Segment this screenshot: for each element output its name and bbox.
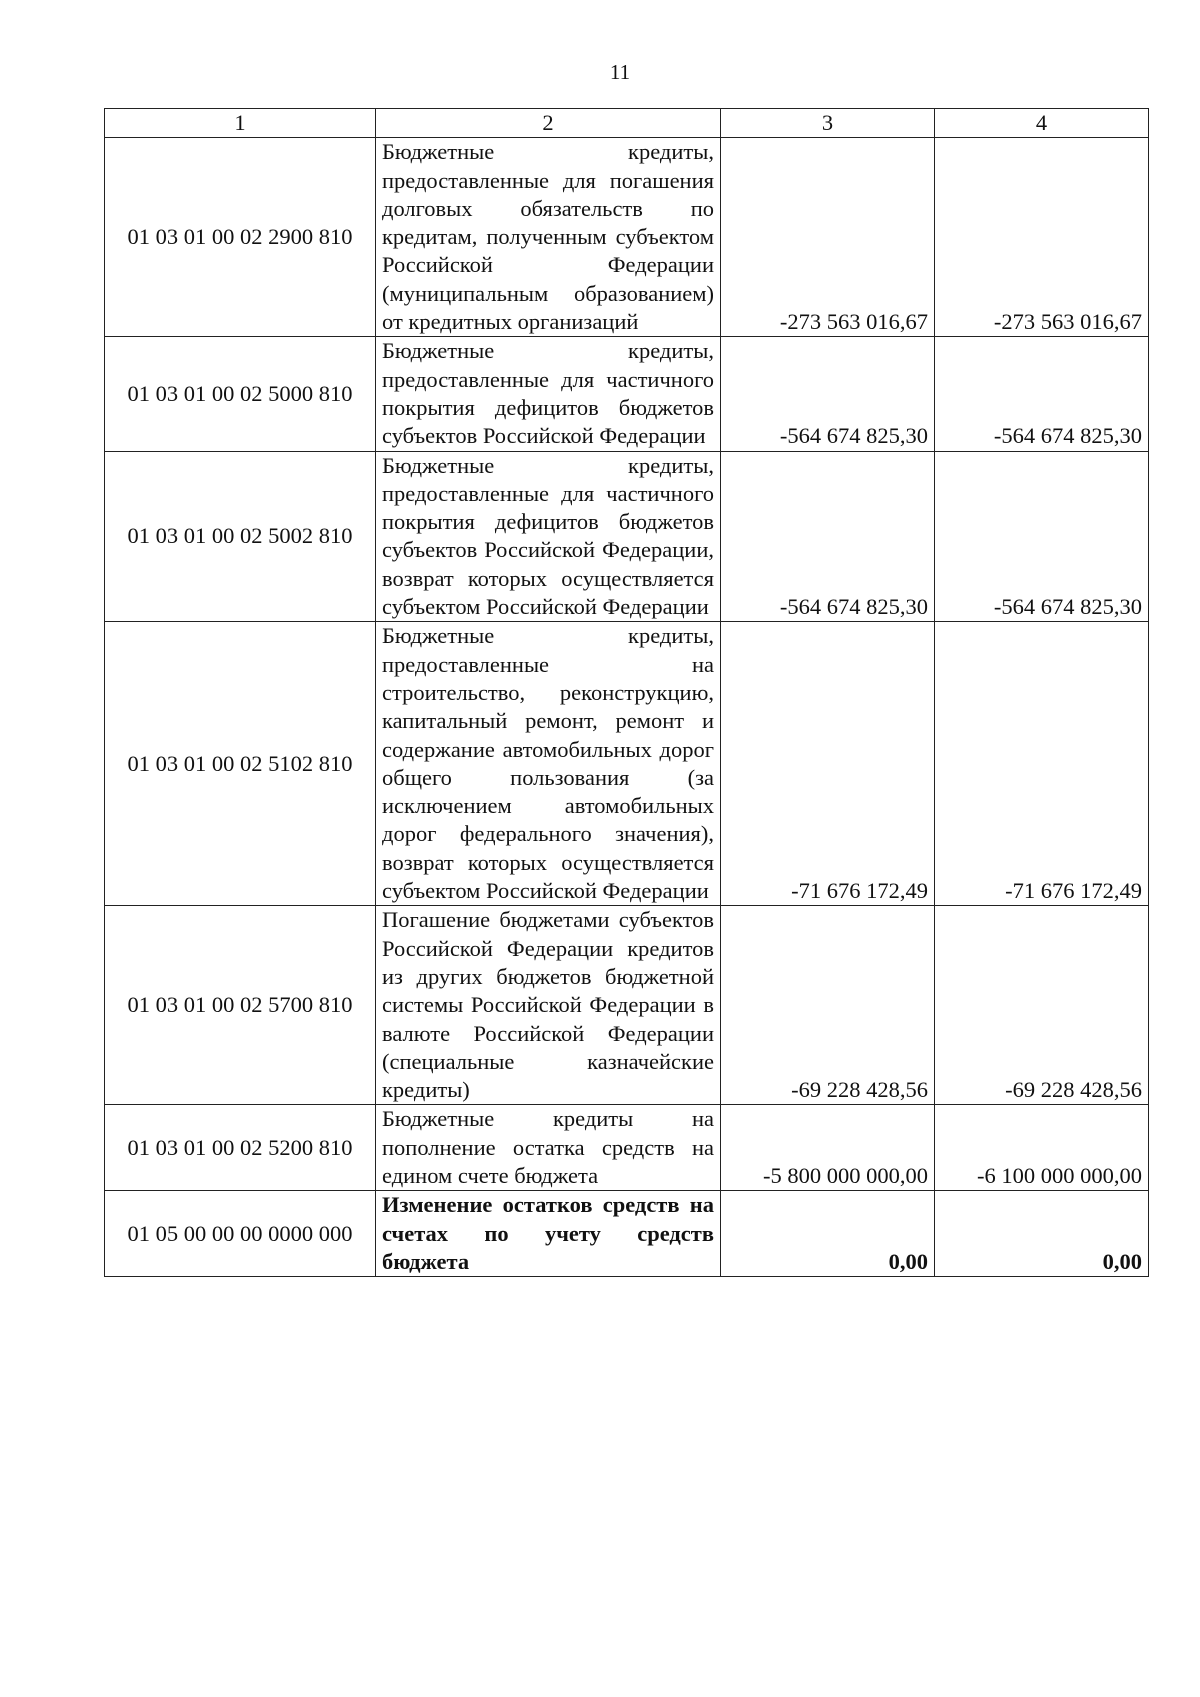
column-header-3: 3 [721,109,935,138]
classification-code: 01 03 01 00 02 5700 810 [105,906,376,1105]
amount-column-3: -71 676 172,49 [721,622,935,906]
amount-column-4: -71 676 172,49 [935,622,1149,906]
classification-code: 01 05 00 00 00 0000 000 [105,1191,376,1277]
item-name: Бюджетные кредиты, предоставленные для частичного покрытия дефицитов бюджетов субъектов Российской Федерации [376,337,721,451]
amount-column-3: -564 674 825,30 [721,451,935,622]
amount-column-4: 0,00 [935,1191,1149,1277]
classification-code: 01 03 01 00 02 5200 810 [105,1105,376,1191]
table-row [105,906,1149,1105]
page-number: 11 [609,60,631,84]
item-name: Бюджетные кредиты на пополнение остатка средств на едином счете бюджета [376,1105,721,1191]
amount-column-4: -564 674 825,30 [935,451,1149,622]
classification-code: 01 03 01 00 02 5002 810 [105,451,376,622]
classification-code: 01 03 01 00 02 2900 810 [105,138,376,337]
classification-code: 01 03 01 00 02 5102 810 [105,622,376,906]
classification-code: 01 03 01 00 02 5000 810 [105,337,376,451]
table-row-total [105,1191,1149,1277]
amount-column-4: -6 100 000 000,00 [935,1105,1149,1191]
amount-column-3: 0,00 [721,1191,935,1277]
amount-column-3: -564 674 825,30 [721,337,935,451]
table-row [105,622,1149,906]
table-header-row [105,109,1149,138]
amount-column-3: -69 228 428,56 [721,906,935,1105]
item-name: Изменение остатков средств на счетах по учету средств бюджета [376,1191,721,1277]
amount-column-3: -5 800 000 000,00 [721,1105,935,1191]
item-name: Погашение бюджетами субъектов Российской Федерации кредитов из других бюджетов бюджетной системы Российской Федерации в валюте Российской Федерации (специальные казначейские кредиты) [376,906,721,1105]
amount-column-4: -564 674 825,30 [935,337,1149,451]
item-name: Бюджетные кредиты, предоставленные на строительство, реконструкцию, капитальный ремонт, ремонт и содержание автомобильных дорог общего пользования (за исключением автомобильных дорог федерального значения), возврат которых осуществляется субъектом Российской Федерации [376,622,721,906]
table-row [105,138,1149,337]
amount-column-4: -273 563 016,67 [935,138,1149,337]
budget-sources-table [104,108,1149,1277]
item-name: Бюджетные кредиты, предоставленные для погашения долговых обязательств по кредитам, полученным субъектом Российской Федерации (муниципальным образованием) от кредитных организаций [376,138,721,337]
column-header-2: 2 [376,109,721,138]
item-name: Бюджетные кредиты, предоставленные для частичного покрытия дефицитов бюджетов субъектов Российской Федерации, возврат которых осуществляется субъектом Российской Федерации [376,451,721,622]
table-row [105,1105,1149,1191]
amount-column-4: -69 228 428,56 [935,906,1149,1105]
column-header-1: 1 [105,109,376,138]
table-row [105,337,1149,451]
amount-column-3: -273 563 016,67 [721,138,935,337]
table-row [105,451,1149,622]
column-header-4: 4 [935,109,1149,138]
